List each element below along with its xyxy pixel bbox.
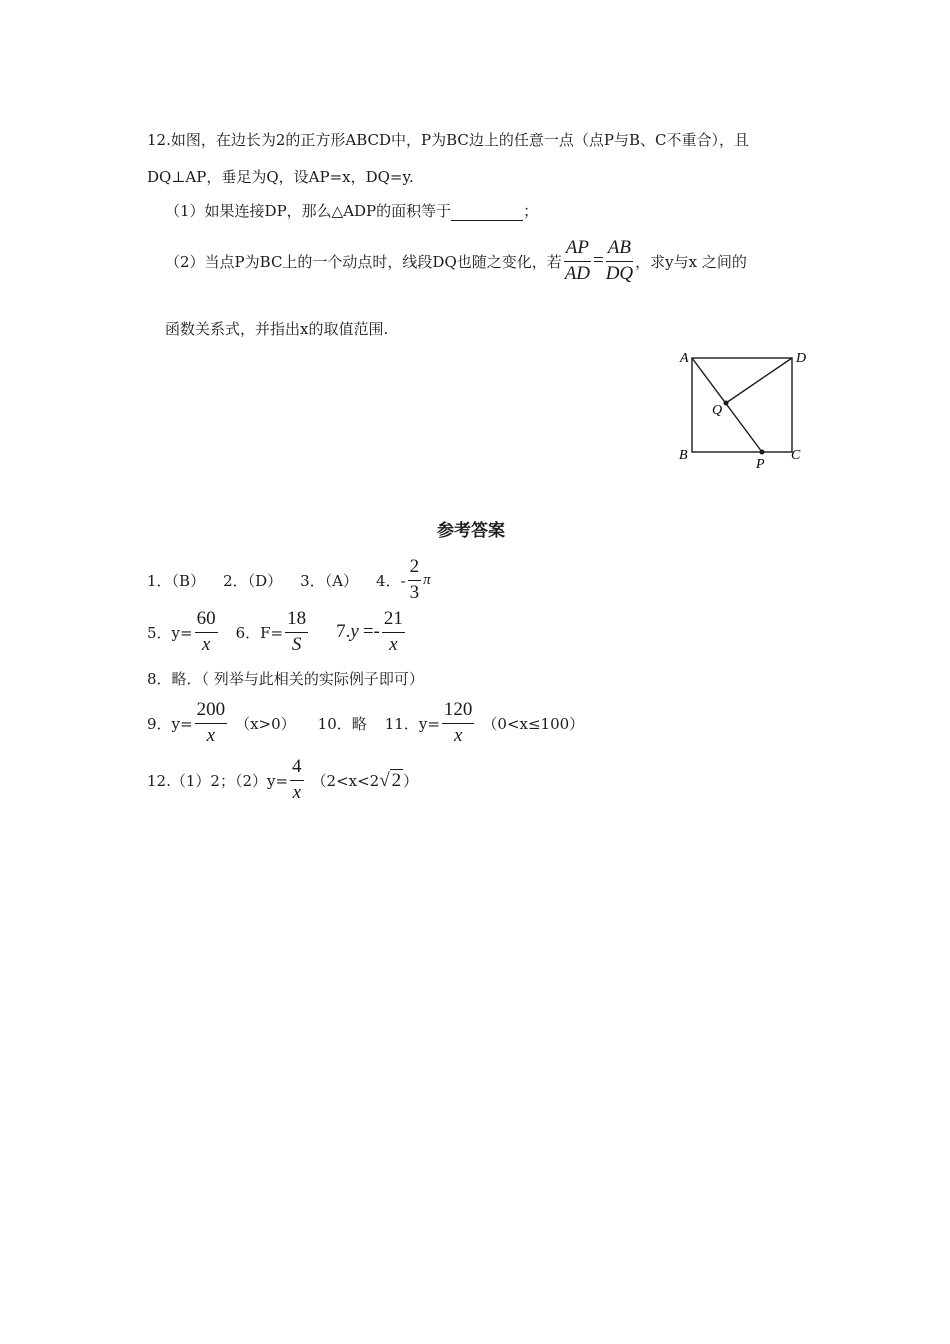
answer-4-den: 3 xyxy=(409,581,420,603)
answer-11-condition: （0<x≤100） xyxy=(482,714,585,733)
answer-7-fraction xyxy=(382,609,405,656)
answer-6-num: 18 xyxy=(285,609,308,633)
point-q xyxy=(724,401,729,406)
answer-12-prefix: 12.（1）2；（2）y= xyxy=(147,771,289,790)
answer-9-prefix: 9．y= xyxy=(147,714,193,733)
answer-11-prefix: 11．y= xyxy=(384,714,440,733)
answer-11-num: 120 xyxy=(442,700,475,724)
equals-sign: = xyxy=(592,250,604,272)
label-c: C xyxy=(791,448,801,463)
part2-text: （2）当点P为BC上的一个动点时，线段DQ也随之变化，若 xyxy=(165,252,562,271)
answer-4-num: 2 xyxy=(408,557,422,581)
answer-4-fraction xyxy=(408,557,422,604)
answer-5-prefix: 5．y= xyxy=(147,623,193,642)
square-figure xyxy=(676,348,816,478)
ratio-ap: AP xyxy=(564,238,591,262)
part1-text: （1）如果连接DP，那么△ADP的面积等于 xyxy=(165,202,452,220)
answer-9-condition: （x>0） xyxy=(235,714,296,733)
part2-end: ，求y与x 之间的 xyxy=(635,252,747,271)
answer-9-den: x xyxy=(206,724,216,746)
answer-7-eq: =- xyxy=(362,621,380,643)
label-p: P xyxy=(756,457,765,472)
answer-12-condition-end: ） xyxy=(403,771,419,790)
answer-11-den: x xyxy=(453,724,463,746)
ratio-ab: AB xyxy=(606,238,633,262)
answer-10: 10．略 xyxy=(317,714,367,733)
answer-3: 3．（A） xyxy=(300,571,359,590)
problem-line-2: DQ⊥AP，垂足为Q，设AP=x，DQ=y. xyxy=(147,168,414,186)
answer-4-prefix: 4．- xyxy=(376,571,406,590)
answers-row-5 xyxy=(147,757,418,804)
ratio-dq: DQ xyxy=(605,262,634,284)
ratio-ab-dq xyxy=(606,238,633,285)
answer-12-fraction xyxy=(290,757,304,804)
answer-7-y: y xyxy=(350,621,359,643)
answer-9-num: 200 xyxy=(195,700,228,724)
answer-12-den: x xyxy=(292,781,301,803)
label-d: D xyxy=(796,351,807,366)
answers-row-4 xyxy=(147,700,584,747)
answer-1: 1．（B） xyxy=(147,571,206,590)
radical-sign: √ xyxy=(379,769,390,791)
answer-12-condition-prefix: （2<x<2 xyxy=(311,771,380,790)
answer-6-den: S xyxy=(291,633,302,655)
answers-row-1 xyxy=(147,557,431,604)
answer-blank xyxy=(451,202,523,221)
answer-9-fraction xyxy=(195,700,228,747)
radicand: 2 xyxy=(391,769,402,791)
sqrt-2 xyxy=(379,769,403,792)
problem-part-1 xyxy=(165,200,538,221)
problem-line-1: 12.如图，在边长为2的正方形ABCD中，P为BC边上的任意一点（点P与B、C不重合），且 xyxy=(147,131,750,149)
answer-5-den: x xyxy=(201,633,211,655)
problem-last-line: 函数关系式，并指出x的取值范围. xyxy=(165,320,389,338)
answer-12-num: 4 xyxy=(290,757,304,781)
answer-5-num: 60 xyxy=(195,609,218,633)
square-abcd xyxy=(692,358,792,452)
label-b: B xyxy=(679,448,688,463)
answer-7-prefix: 7. xyxy=(336,621,351,643)
ratio-ad: AD xyxy=(564,262,591,284)
answers-row-3: 8．略．（ 列举与此相关的实际例子即可） xyxy=(147,670,424,688)
problem-part-2 xyxy=(165,238,747,285)
label-a: A xyxy=(680,351,689,366)
answers-row-2 xyxy=(147,609,407,656)
answer-7-den: x xyxy=(389,633,398,655)
answer-5-fraction xyxy=(195,609,218,656)
answer-11-fraction xyxy=(442,700,475,747)
label-q: Q xyxy=(712,403,723,418)
answer-4-pi: π xyxy=(423,571,431,588)
answer-7-num: 21 xyxy=(382,609,405,633)
answer-6-prefix: 6．F= xyxy=(235,623,284,642)
segment-dq xyxy=(726,358,792,403)
point-p xyxy=(760,450,765,455)
part1-end: ； xyxy=(523,202,539,220)
answer-2: 2．（D） xyxy=(223,571,283,590)
answer-6-fraction xyxy=(285,609,308,656)
ratio-ap-ad xyxy=(564,238,591,285)
answers-title: 参考答案 xyxy=(437,521,505,541)
